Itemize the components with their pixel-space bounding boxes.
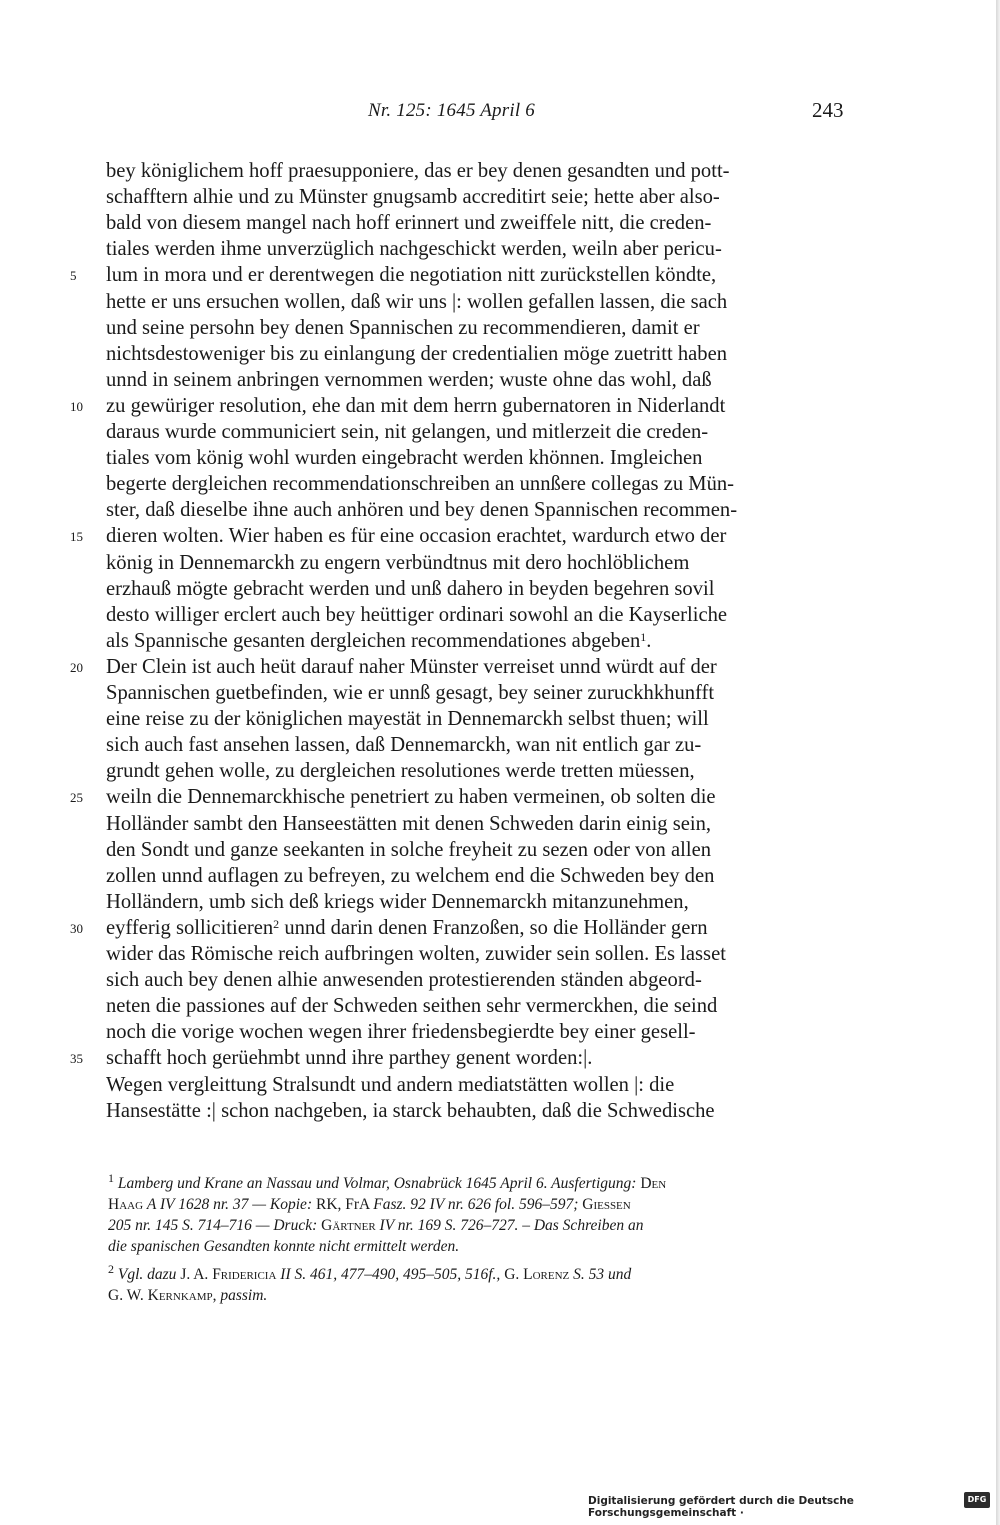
footnote-2-marker: 2 [108, 1262, 114, 1276]
text-line-content: Hansestätte :| schon nachgeben, ia starck behaubten, daß die Schwedische [106, 1100, 715, 1122]
text-line-content: Wegen vergleittung Stralsundt und andern mediatstätten wollen |: die [106, 1074, 675, 1096]
text-line-content: bald von diesem mangel nach hoff erinnert und zweiffele nitt, die creden- [106, 212, 712, 234]
footnote-text: , [212, 1287, 217, 1304]
text-line [106, 863, 852, 889]
text-line-content: hette er uns ersuchen wollen, daß wir uns |: wollen gefallen lassen, die sach [106, 291, 728, 313]
footnote-2-line [108, 1285, 853, 1306]
footnote-2-line [108, 1264, 853, 1285]
text-line [106, 315, 852, 341]
text-line-content: daraus wurde communiciert sein, nit gelangen, und mitlerzeit die creden- [106, 421, 709, 443]
text-line [106, 889, 852, 915]
text-line [106, 419, 852, 445]
text-line [106, 967, 852, 993]
text-line [106, 1019, 852, 1045]
line-number: 15 [70, 529, 83, 544]
text-line-content: sich auch fast ansehen lassen, daß Dennemarckh, wan nit entlich gar zu- [106, 734, 702, 756]
line-number: 5 [70, 268, 77, 283]
footnote-1-line [108, 1173, 853, 1194]
footnote-reference: 2 [273, 917, 280, 931]
line-number: 20 [70, 660, 83, 675]
text-line [106, 1072, 852, 1098]
text-line [106, 784, 852, 810]
text-line-content: eyfferig sollicitieren [106, 917, 274, 939]
footnote-text: IV nr. 169 S. 726–727. – Das Schreiben an [379, 1217, 644, 1234]
footnote-text: G. [504, 1266, 520, 1283]
text-line [106, 706, 852, 732]
text-line-content: schafft hoch gerüehmbt unnd ihre parthey genent worden:|. [106, 1047, 593, 1069]
line-number: 25 [70, 790, 83, 805]
footnote-text: 205 nr. 145 S. 714–716 — Druck: [108, 1217, 318, 1234]
footnote-text: Den [640, 1175, 667, 1192]
text-line-content: und seine persohn bey denen Spannischen zu recommendieren, damit er [106, 317, 700, 339]
text-line-content: dieren wolten. Wier haben es für eine occasion erachtet, wardurch etwo der [106, 525, 727, 547]
footnote-text: G. W. [108, 1287, 144, 1304]
footnote-text: Lamberg und Krane an Nassau und Volmar, Osnabrück 1645 April 6. Ausfertigung: [117, 1175, 637, 1192]
page-number: 243 [812, 98, 844, 122]
text-line-content: desto williger erclert auch bey heüttiger ordinari sowohl an die Kayserliche [106, 604, 728, 626]
text-line-content: den Sondt und ganze seekanten in solche freyheit zu sezen oder von allen [106, 839, 712, 861]
line-number: 30 [70, 921, 83, 936]
page-edge [996, 0, 1000, 1525]
line-number: 35 [70, 1051, 83, 1066]
text-line-content: lum in mora und er derentwegen die negotiation nitt zurückstellen köndte, [106, 264, 717, 286]
footnote-text: J. A. [180, 1266, 209, 1283]
footnote-1-marker: 1 [108, 1171, 114, 1185]
text-line [106, 262, 852, 288]
footnote-text: RK, FrA [315, 1196, 370, 1213]
text-line [106, 654, 852, 680]
text-line [106, 811, 852, 837]
text-line [106, 236, 852, 262]
text-line [106, 393, 852, 419]
text-line-content: tiales vom könig wohl wurden eingebracht werden khönnen. Imgleichen [106, 447, 703, 469]
text-line [106, 210, 852, 236]
text-line [106, 497, 852, 523]
text-line-content: Spannischen guetbefinden, wie er unnß gesagt, bey seiner zuruckhkhunfft [106, 682, 715, 704]
text-line-content: weiln die Dennemarckhische penetriert zu haben vermeinen, ob solten die [106, 786, 716, 808]
text-line-content: neten die passiones auf der Schweden seithen sehr vermerckhen, die seind [106, 995, 718, 1017]
footnote-text: Kernkamp [147, 1287, 213, 1304]
text-line-content: noch die vorige wochen wegen ihrer friedensbegierdte bey einer gesell- [106, 1021, 696, 1043]
running-title: Nr. 125: 1645 April 6 [368, 100, 535, 121]
running-head [0, 100, 1000, 132]
text-line [106, 184, 852, 210]
footnote-text: passim. [220, 1287, 268, 1304]
footnote-text: S. 53 und [573, 1266, 632, 1283]
text-line-content: Der Clein ist auch heüt darauf naher Münster verreiset unnd würdt auf der [106, 656, 717, 678]
footnote-text: Fridericia [212, 1266, 277, 1283]
text-line-content: bey königlichem hoff praesupponiere, das er bey denen gesandten und pott- [106, 160, 730, 182]
text-line-content: zu gewüriger resolution, ehe dan mit dem herrn gubernatoren in Niderlandt [106, 395, 726, 417]
text-line [106, 367, 852, 393]
text-line [106, 602, 852, 628]
footnote-reference: 1 [640, 630, 647, 644]
text-line-content: begerte dergleichen recommendationschreiben an unnßere collegas zu Mün- [106, 473, 735, 495]
footnote-text: Lorenz [523, 1266, 570, 1283]
dfg-logo: DFG [964, 1492, 990, 1508]
text-line-content: unnd darin denen Franzoßen, so die Holländer gern [279, 917, 708, 939]
footnote-text: Vgl. dazu [117, 1266, 177, 1283]
text-line [106, 550, 852, 576]
text-line [106, 680, 852, 706]
text-line-content: zollen unnd auflagen zu befreyen, zu welchem end die Schweden bey den [106, 865, 715, 887]
text-line [106, 915, 852, 941]
text-line-content: wider das Römische reich aufbringen wolten, zuwider sein sollen. Es lasset [106, 943, 726, 965]
footnote-text: Haag [108, 1196, 144, 1213]
text-line [106, 445, 852, 471]
text-line [106, 941, 852, 967]
text-line [106, 341, 852, 367]
footnote-text: Fasz. 92 IV nr. 626 fol. 596–597; [373, 1196, 579, 1213]
text-line-content: . [646, 630, 652, 652]
text-line [106, 993, 852, 1019]
text-line [106, 837, 852, 863]
footnote-1-line [108, 1215, 853, 1236]
footnote-text: A IV 1628 nr. 37 — Kopie: [146, 1196, 313, 1213]
footnote-text: II S. 461, 477–490, 495–505, 516f., [280, 1266, 501, 1283]
text-line [106, 576, 852, 602]
text-line-content: ster, daß dieselbe ihne auch anhören und bey denen Spannischen recommen- [106, 499, 738, 521]
text-line-content: eine reise zu der königlichen mayestät in Dennemarckh selbst thuen; will [106, 708, 709, 730]
footnote-text: die spanischen Gesandten konnte nicht ermittelt werden. [108, 1238, 460, 1255]
footnote-1-line [108, 1194, 853, 1215]
text-line-content: sich auch bey denen alhie anwesenden protestierenden ständen abgeord- [106, 969, 702, 991]
text-line [106, 1098, 852, 1124]
text-line-content: erzhauß mögte gebracht werden und unß dahero in beyden begehren sovil [106, 578, 715, 600]
text-line [106, 758, 852, 784]
text-line-content: Holländer sambt den Hanseestätten mit denen Schweden darin einig sein, [106, 813, 712, 835]
text-line-content: unnd in seinem anbringen vernommen werden; wuste ohne das wohl, daß [106, 369, 712, 391]
text-line-content: nichtsdestoweniger bis zu einlangung der credentialien möge zuetritt haben [106, 343, 728, 365]
text-line-content: als Spannische gesanten dergleichen recommendationes abgeben [106, 630, 641, 652]
text-line-content: schafftern alhie und zu Münster gnugsamb accreditirt seie; hette aber also- [106, 186, 720, 208]
footnote-1-line [108, 1236, 853, 1257]
footnote-text: Giessen [582, 1196, 631, 1213]
text-line [106, 628, 852, 654]
text-line-content: tiales werden ihme unverzüglich nachgeschickt werden, weiln aber pericu- [106, 238, 722, 260]
text-line-content: grundt gehen wolle, zu dergleichen resolutiones werde tretten müessen, [106, 760, 695, 782]
text-line [106, 471, 852, 497]
funding-notice: Digitalisierung gefördert durch die Deutsche Forschungsgemeinschaft · [588, 1495, 854, 1519]
text-line [106, 523, 852, 549]
text-line [106, 732, 852, 758]
text-line-content: Holländern, umb sich deß kriegs wider Dennemarckh mitanzunehmen, [106, 891, 689, 913]
text-line-content: könig in Dennemarckh zu engern verbündtnus mit dero hochlöblichem [106, 552, 690, 574]
text-line [106, 158, 852, 184]
text-line [106, 1045, 852, 1071]
text-line [106, 289, 852, 315]
footnote-text: Gärtner [321, 1217, 376, 1234]
line-number: 10 [70, 399, 83, 414]
